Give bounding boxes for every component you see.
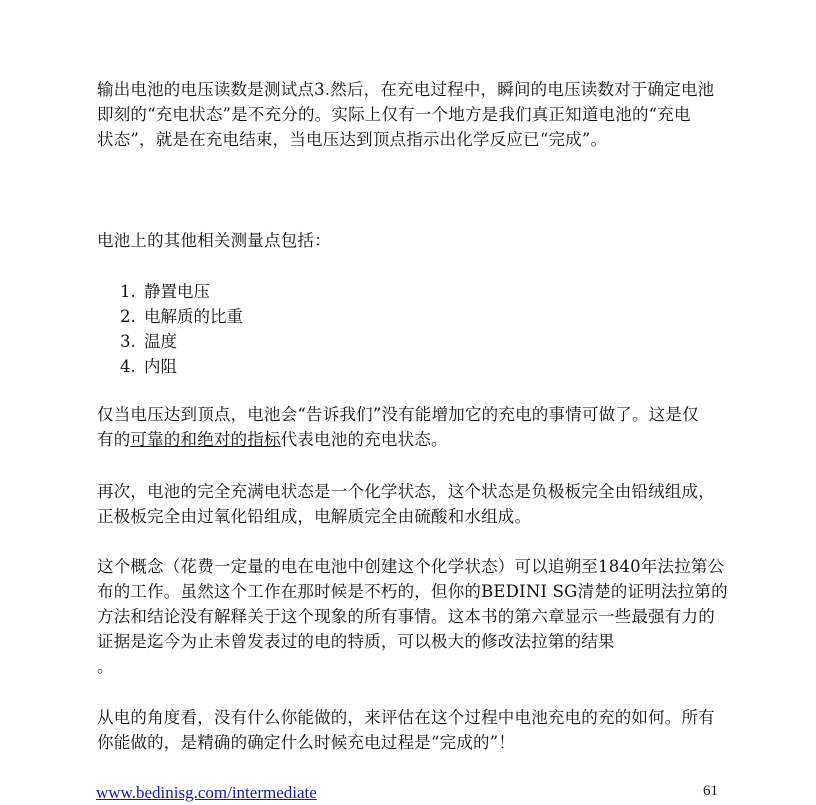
list-item <box>120 279 243 304</box>
text-segment: 代表电池的充电状态。 <box>280 430 448 449</box>
text-line: 仅当电压达到顶点，电池会“告诉我们”没有能增加它的充电的事情可做了。这是仅 <box>97 405 699 424</box>
list-number: 1. <box>120 282 136 301</box>
paragraph-peak-voltage <box>97 402 787 452</box>
text-line: 证据是迄今为止未曾发表过的电的特质，可以极大的修改法拉第的结果 <box>97 632 615 651</box>
list-text: 电解质的比重 <box>144 307 243 326</box>
text-line: 方法和结论没有解释关于这个现象的所有事情。这本书的第六章显示一些最强有力的 <box>97 607 715 626</box>
text-line: 你能做的，是精确的确定什么时候充电过程是“完成的”！ <box>97 733 516 752</box>
list-item <box>120 329 243 354</box>
footer-website-link[interactable]: www.bedinisg.com/intermediate <box>96 783 317 802</box>
paragraph-conclusion <box>97 705 787 755</box>
list-number: 4. <box>120 357 136 376</box>
list-text: 内阻 <box>144 357 177 376</box>
list-item <box>120 354 243 379</box>
page-number: 61 <box>703 783 718 799</box>
list-text: 静置电压 <box>144 282 210 301</box>
text-line: 正极板完全由过氧化铅组成，电解质完全由硫酸和水组成。 <box>97 507 532 526</box>
paragraph-chemical-state <box>97 479 787 529</box>
measurement-list <box>120 279 243 379</box>
underlined-emphasis: 可靠的和绝对的指标 <box>130 430 281 449</box>
text-line: 这个概念（花费一定量的电在电池中创建这个化学状态）可以追朔至1840年法拉第公 <box>97 557 725 576</box>
text-line: 再次，电池的完全充满电状态是一个化学状态，这个状态是负极板完全由铅绒组成， <box>97 482 715 501</box>
list-text: 温度 <box>144 332 177 351</box>
text-line: 输出电池的电压读数是测试点3.然后，在充电过程中，瞬间的电压读数对于确定电池 <box>97 80 715 99</box>
paragraph-voltage-reading <box>97 77 787 152</box>
text-line: 从电的角度看，没有什么你能做的，来评估在这个过程中电池充电的充的如何。所有 <box>97 708 715 727</box>
list-number: 3. <box>120 332 136 351</box>
text-line <box>97 427 787 452</box>
text-line: 。 <box>97 657 114 676</box>
text-line: 即刻的“充电状态”是不充分的。实际上仅有一个地方是我们真正知道电池的“充电 <box>97 105 691 124</box>
paragraph-faraday <box>97 554 787 679</box>
paragraph-measurement-intro: 电池上的其他相关测量点包括： <box>97 231 331 250</box>
text-line: 状态”，就是在充电结束，当电压达到顶点指示出化学反应已“完成”。 <box>97 130 608 149</box>
list-number: 2. <box>120 307 136 326</box>
list-item <box>120 304 243 329</box>
text-line: 布的工作。虽然这个工作在那时候是不朽的，但你的BEDINI SG清楚的证明法拉第的 <box>97 582 728 601</box>
text-segment: 有的 <box>97 430 131 449</box>
